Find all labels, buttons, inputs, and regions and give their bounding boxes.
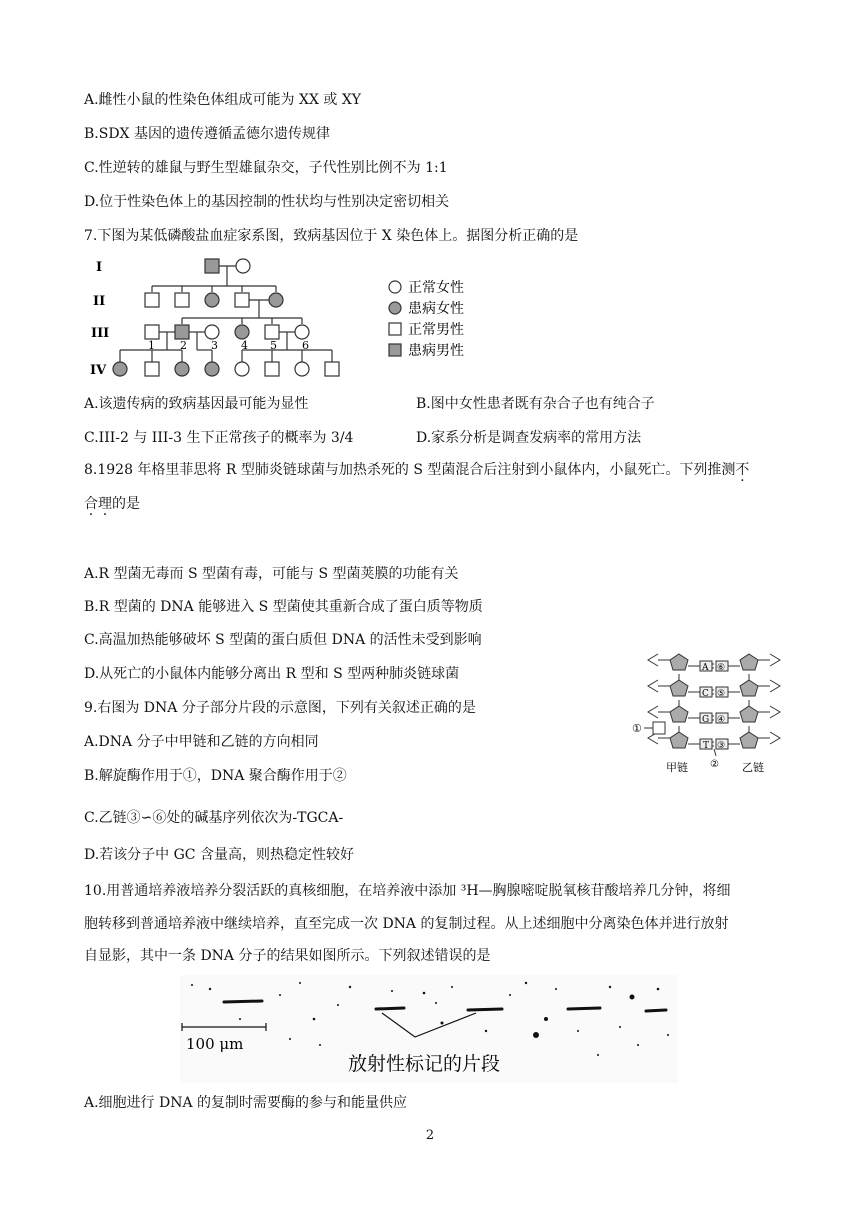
q8-stem-line1: 8.1928 年格里菲思将 R 型肺炎链球菌与加热杀死的 S 型菌混合后注射到小鼠体内，小鼠死亡。下列推测不 xyxy=(84,462,750,478)
q7-option-c: C.III-2 与 III-3 生下正常孩子的概率为 3/4 xyxy=(84,430,354,446)
marker-1: ① xyxy=(632,722,642,735)
q6-option-d: D.位于性染色体上的基因控制的性状均与性别决定密切相关 xyxy=(84,194,450,210)
base-label: T xyxy=(703,741,710,751)
strand-label-left: 甲链 xyxy=(666,761,688,774)
q6-option-b: B.SDX 基因的遗传遵循孟德尔遗传规律 xyxy=(84,126,330,142)
gen-label: III xyxy=(91,326,110,341)
base-number: ⑤ xyxy=(717,689,726,699)
q9-stem: 9.右图为 DNA 分子部分片段的示意图，下列有关叙述正确的是 xyxy=(84,700,476,716)
gen-label: I xyxy=(96,260,103,275)
individual-number: 3 xyxy=(211,339,218,352)
q10-stem-line1: 10.用普通培养液培养分裂活跃的真核细胞，在培养液中添加 ³H—胸腺嘧啶脱氧核苷酸培养几分钟，将细 xyxy=(84,883,731,899)
emphasis-char: 理 xyxy=(98,496,112,512)
base-number: ④ xyxy=(717,715,726,725)
autoradiograph-image xyxy=(180,975,678,1083)
emphasis-char: 不 xyxy=(735,462,750,478)
q7-option-d: D.家系分析是调查发病率的常用方法 xyxy=(416,430,642,446)
legend-normal-female: 正常女性 xyxy=(408,280,464,296)
scale-bar-label: 100 μm xyxy=(186,1035,244,1053)
strand-label-right: 乙链 xyxy=(742,761,764,774)
legend-normal-male: 正常男性 xyxy=(408,322,464,338)
q8-stem-line2: 合理的是 xyxy=(84,496,140,512)
base-label: G xyxy=(702,715,710,725)
base-number: ⑥ xyxy=(717,663,726,673)
q8-option-d: D.从死亡的小鼠体内能够分离出 R 型和 S 型两种肺炎链球菌 xyxy=(84,666,460,682)
q9-option-c: C.乙链③∽⑥处的碱基序列依次为-TGCA- xyxy=(84,810,344,826)
gen-label: IV xyxy=(90,363,107,378)
q9-option-a: A.DNA 分子中甲链和乙链的方向相同 xyxy=(84,734,319,750)
pedigree-figure xyxy=(84,250,504,384)
q10-option-a: A.细胞进行 DNA 的复制时需要酶的参与和能量供应 xyxy=(84,1095,408,1111)
q6-option-a: A.雌性小鼠的性染色体组成可能为 XX 或 XY xyxy=(84,92,362,108)
q7-option-a: A.该遗传病的致病基因最可能为显性 xyxy=(84,396,309,412)
q9-option-d: D.若该分子中 GC 含量高，则热稳定性较好 xyxy=(84,847,354,863)
figure-caption: 放射性标记的片段 xyxy=(348,1053,501,1075)
q8-option-a: A.R 型菌无毒而 S 型菌有毒，可能与 S 型菌荚膜的功能有关 xyxy=(84,566,459,582)
q7-stem: 7.下图为某低磷酸盐血症家系图，致病基因位于 X 染色体上。据图分析正确的是 xyxy=(84,228,579,244)
page-number: 2 xyxy=(425,1128,435,1143)
individual-number: 5 xyxy=(270,339,277,352)
q6-option-c: C.性逆转的雄鼠与野生型雄鼠杂交，子代性别比例不为 1:1 xyxy=(84,160,448,176)
q10-stem-line3: 自显影，其中一条 DNA 分子的结果如图所示。下列叙述错误的是 xyxy=(84,948,491,964)
q9-option-b: B.解旋酶作用于①，DNA 聚合酶作用于② xyxy=(84,768,347,784)
individual-number: 6 xyxy=(302,339,309,352)
legend-affected-male: 患病男性 xyxy=(408,343,464,359)
legend-affected-female: 患病女性 xyxy=(408,301,464,317)
dna-diagram xyxy=(630,646,800,776)
q8-option-b: B.R 型菌的 DNA 能够进入 S 型菌使其重新合成了蛋白质等物质 xyxy=(84,599,483,615)
individual-number: 1 xyxy=(148,339,155,352)
individual-number: 4 xyxy=(241,339,248,352)
gen-label: II xyxy=(93,294,106,309)
base-number: ③ xyxy=(717,741,726,751)
q7-option-b: B.图中女性患者既有杂合子也有纯合子 xyxy=(416,396,655,412)
emphasis-char: 合 xyxy=(84,496,98,512)
individual-number: 2 xyxy=(180,339,187,352)
q10-stem-line2: 胞转移到普通培养液中继续培养，直至完成一次 DNA 的复制过程。从上述细胞中分离染色体并进行放射 xyxy=(84,916,729,932)
marker-2: ② xyxy=(710,759,719,770)
q8-option-c: C.高温加热能够破坏 S 型菌的蛋白质但 DNA 的活性未受到影响 xyxy=(84,632,482,648)
base-label: A xyxy=(702,663,709,673)
base-label: C xyxy=(702,689,709,699)
